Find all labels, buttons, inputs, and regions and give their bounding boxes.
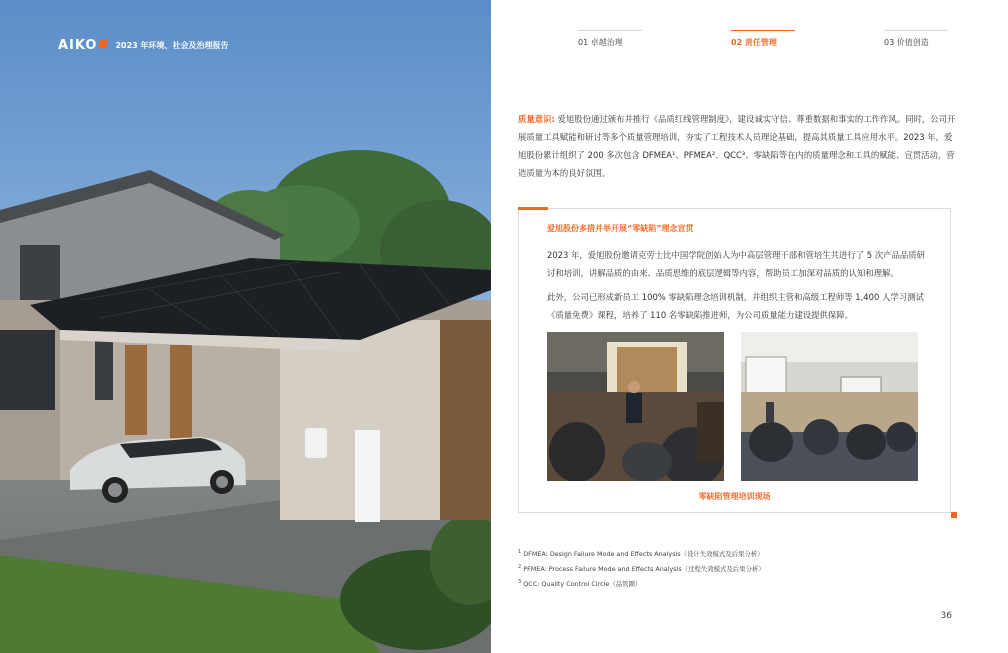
intro-text: 爱旭股份通过颁布并推行《品质红线管理制度》，建设诚实守信、尊重数据和事实的工作作风。同时，公司开展质量工具赋能和研讨等多个质量管理培训，夯实了工程技术人员理论基础，提高其质量工具应用水平。2023 年，爱旭股份累计组织了 200 多次包含 DFMEA¹、PFMEA²、QCC³、零缺陷等在内的质量理念和工具的赋能、宣贯活动，营造质量为本的良好氛围。 — [518, 114, 956, 178]
page-number: 36 — [940, 611, 952, 621]
aiko-logo: AIKO — [58, 38, 98, 53]
report-title: 2023 年环境、社会及治理报告 — [115, 41, 229, 50]
nav-item-responsibility[interactable]: 02 责任管理 — [731, 30, 795, 48]
callout-accent-bar — [518, 207, 548, 210]
cover-photo — [0, 0, 491, 653]
callout-paragraph-2: 此外，公司已形成新员工 100% 零缺陷理念培训机制，并组织主管和高级工程师等 1,400 人学习测试《质量免费》课程，培养了 110 名零缺陷推进师，为公司质量能力建设提供保障。 — [547, 292, 924, 320]
callout-corner-square — [951, 512, 957, 518]
footnote: $^2$ PFMEA: Process Failure Mode and Effects Analysis（过程失效模式及后果分析） — [518, 564, 765, 574]
footnote: $^1$ DFMEA: Design Failure Mode and Effects Analysis（设计失效模式及后果分析） — [518, 549, 764, 559]
callout-title: 爱旭股份多措并举开展“零缺陷”理念宣贯 — [547, 224, 694, 233]
content-page — [491, 0, 1008, 653]
intro-keyword: 质量意识: — [518, 114, 555, 124]
nav-item-governance[interactable]: 01 卓越治理 — [578, 30, 642, 48]
training-photo-presenter — [547, 332, 724, 481]
footnotes — [518, 546, 765, 591]
photo-caption: 零缺陷管理培训现场 — [698, 492, 771, 501]
nav-item-value-creation[interactable]: 03 价值创造 — [884, 30, 948, 48]
callout-divider — [548, 208, 951, 209]
section-nav — [491, 30, 1008, 52]
callout-paragraph-1: 2023 年，爱旭股份邀请克劳士比中国学院创始人为中高层管理干部和管培生共进行了 5 次产品品质研讨和培训，讲解品质的由来、品质思维的底层逻辑等内容，帮助员工加深对品质的认知和理解。 — [547, 250, 926, 278]
zero-defect-callout — [518, 208, 951, 513]
brand-header — [58, 38, 229, 53]
training-photo-classroom — [741, 332, 918, 481]
house-illustration — [0, 0, 491, 653]
quality-awareness-paragraph — [518, 110, 958, 182]
logo-mark-icon — [98, 40, 108, 48]
footnote: $^3$ QCC: Quality Control Circle（品管圈） — [518, 579, 642, 589]
